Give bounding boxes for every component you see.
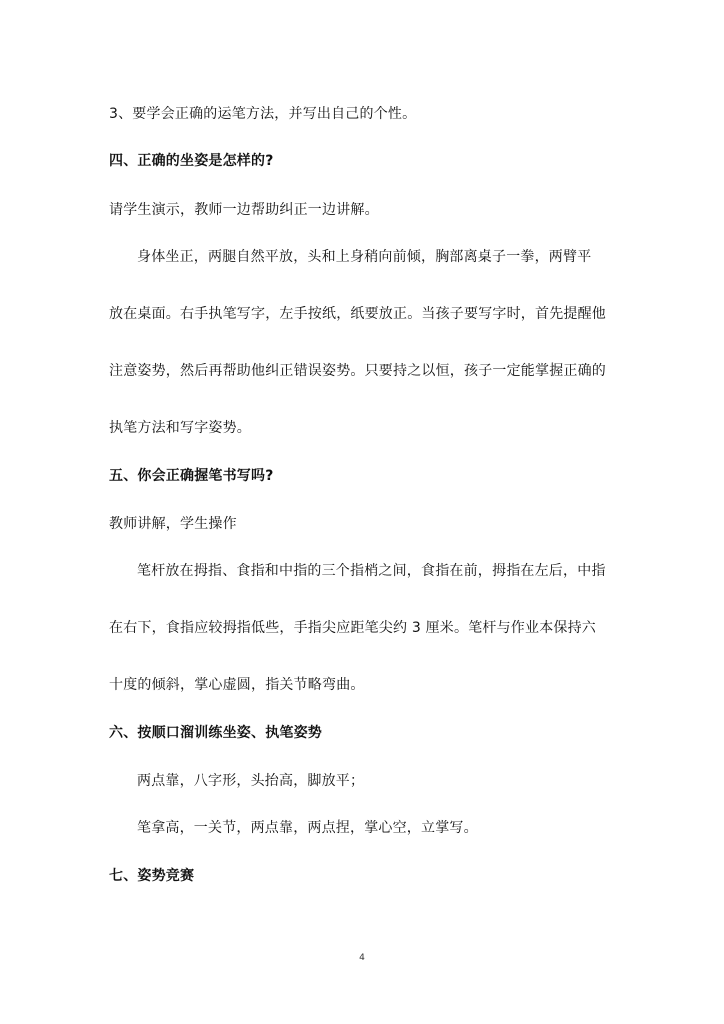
- paragraph-posture-line-3: 注意姿势，然后再帮助他纠正错误姿势。只要持之以恒，孩子一定能掌握正确的: [109, 363, 606, 379]
- heading-section-5: 五、你会正确握笔书写吗?: [109, 468, 274, 484]
- heading-section-6: 六、按顺口溜训练坐姿、执笔姿势: [109, 725, 322, 741]
- paragraph-posture-line-2: 放在桌面。右手执笔写字，左手按纸，纸要放正。当孩子要写字时，首先提醒他: [109, 306, 606, 322]
- page-number: 4: [359, 953, 365, 963]
- text-line-3: 3、要学会正确的运笔方法，并写出自己的个性。: [109, 106, 417, 122]
- heading-section-7: 七、姿势竞赛: [109, 868, 195, 884]
- rhyme-line-2: 笔拿高，一关节，两点靠，两点捏，掌心空，立掌写。: [137, 820, 478, 836]
- paragraph-posture-line-4: 执笔方法和写字姿势。: [109, 420, 251, 436]
- paragraph-grip-line-3: 十度的倾斜，掌心虚圆，指关节略弯曲。: [109, 677, 365, 693]
- rhyme-line-1: 两点靠，八字形，头抬高，脚放平；: [137, 773, 365, 789]
- paragraph-grip-line-1: 笔杆放在拇指、食指和中指的三个指梢之间，食指在前，拇指在左后，中指: [137, 563, 606, 579]
- paragraph-posture-line-1: 身体坐正，两腿自然平放，头和上身稍向前倾，胸部离桌子一拳，两臂平: [137, 249, 592, 265]
- text-line-demo: 请学生演示，教师一边帮助纠正一边讲解。: [109, 202, 379, 218]
- paragraph-grip-line-2: 在右下，食指应较拇指低些，手指尖应距笔尖约 3 厘米。笔杆与作业本保持六: [109, 620, 597, 636]
- text-line-teacher: 教师讲解，学生操作: [109, 516, 237, 532]
- heading-section-4: 四、正确的坐姿是怎样的?: [109, 153, 274, 169]
